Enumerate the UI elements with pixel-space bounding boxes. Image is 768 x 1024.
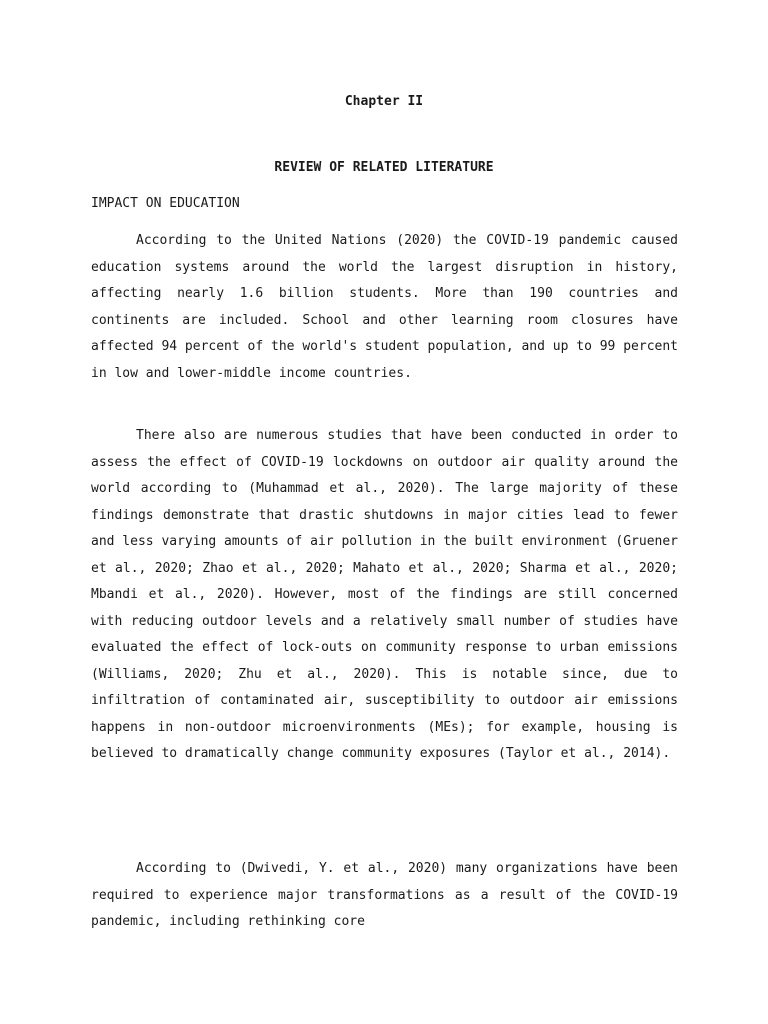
section-heading: IMPACT ON EDUCATION	[91, 196, 240, 211]
chapter-label: Chapter II	[344, 94, 424, 109]
paragraph: There also are numerous studies that have been conducted in order to assess the effect of COVID-19 lockdowns on outdoor air quality around the world according to (Muhammad et al., 2020). The large majority of these findings demonstrate that drastic shutdowns in major cities lead to fewer and less varying amounts of air pollution in the built environment (Gruener et al., 2020; Zhao et al., 2020; Mahato et al., 2020; Sharma et al., 2020; Mbandi et al., 2020). However, most of the findings are still concerned with reducing outdoor levels and a relatively small number of studies have evaluated the effect of lock-outs on community response to urban emissions (Williams, 2020; Zhu et al., 2020). This is notable since, due to infiltration of contaminated air, susceptibility to outdoor air emissions happens in non-outdoor microenvironments (MEs); for example, housing is believed to dramatically change community exposures (Taylor et al., 2014).	[91, 428, 678, 761]
paragraph: According to the United Nations (2020) the COVID-19 pandemic caused education systems around the world the largest disruption in history, affecting nearly 1.6 billion students. More than 190 countries and continents are included. School and other learning room closures have affected 94 percent of the world's student population, and up to 99 percent in low and lower-middle income countries.	[91, 233, 678, 381]
paragraph: According to (Dwivedi, Y. et al., 2020) many organizations have been required to experience major transformations as a result of the COVID-19 pandemic, including rethinking core	[91, 861, 678, 929]
chapter-title: REVIEW OF RELATED LITERATURE	[274, 160, 494, 175]
